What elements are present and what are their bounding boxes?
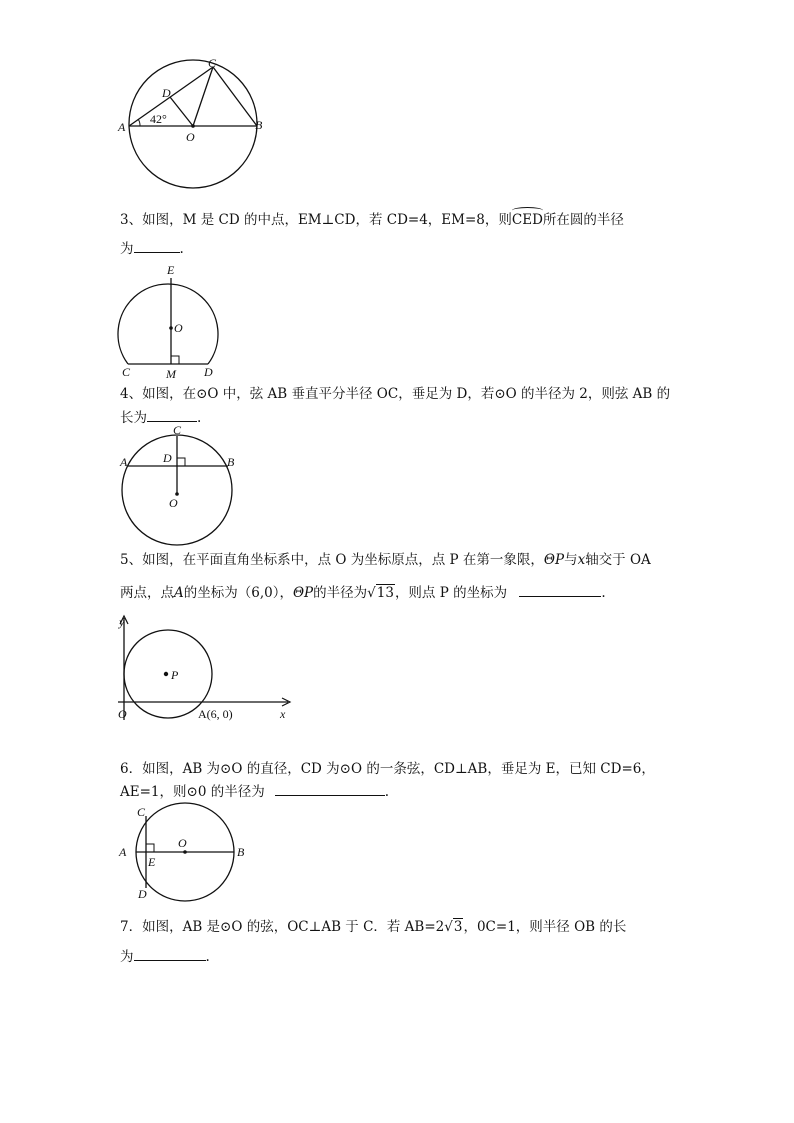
- q5-line2: [120, 582, 606, 603]
- point-p-dot: [164, 672, 168, 676]
- arc-ced: [118, 284, 218, 364]
- figure-arc-ced: [110, 258, 230, 380]
- q5-text-f: 的半径为: [313, 585, 368, 601]
- q5-text-d: 两点，点: [120, 585, 174, 601]
- segment-od: [170, 97, 193, 126]
- q7-pre: 为: [120, 949, 134, 965]
- q3-period: .: [179, 241, 184, 257]
- q5-sqrt: [367, 583, 395, 603]
- q3-wei: 为: [120, 241, 134, 257]
- q6-line2: [120, 781, 389, 802]
- label-o: O: [118, 707, 127, 721]
- q7-text-a: 7．如图，AB 是⊙O 的弦，OC⊥AB 于 C．若 AB=2: [120, 919, 445, 935]
- q5-sqrt-sign: √: [367, 585, 376, 601]
- figure-circle-42-degree: [110, 55, 270, 195]
- center-dot: [169, 326, 173, 330]
- q4-line1: 4、如图，在⊙O 中，弦 AB 垂直平分半径 OC，垂足为 D，若⊙O 的半径为 2，则弦 AB 的: [120, 386, 671, 402]
- label-c: C: [173, 423, 182, 437]
- label-o: O: [174, 321, 183, 335]
- q7-sqrt-sign: √: [444, 919, 453, 935]
- q5-x-var: x: [577, 552, 586, 568]
- label-a: A: [118, 120, 126, 134]
- q5-text-b: 与: [564, 552, 578, 568]
- q5-text-c: 轴交于 OA: [585, 552, 651, 568]
- label-e: E: [148, 855, 156, 869]
- q3-line1: [120, 210, 624, 230]
- q7-sqrt: [444, 917, 463, 937]
- q7-answer-blank[interactable]: [134, 946, 206, 961]
- label-a: A: [120, 455, 128, 469]
- right-angle-mark: [171, 356, 179, 364]
- segment-oc: [193, 67, 213, 126]
- q5-text-a: 5、如图，在平面直角坐标系中，点 O 为坐标原点，点 P 在第一象限，: [120, 552, 544, 568]
- q5-period: .: [601, 585, 606, 601]
- q3-text-pre: 3、如图，M 是 CD 的中点，EM⊥CD，若 CD=4，EM=8，则: [120, 212, 512, 228]
- q7-line1: [120, 917, 626, 937]
- label-a: A: [119, 845, 127, 859]
- label-d: D: [162, 86, 171, 100]
- label-d: D: [138, 887, 147, 901]
- q6-pre: AE=1，则⊙0 的半径为: [120, 784, 265, 800]
- q5-text-g: ，则点 P 的坐标为: [394, 585, 508, 601]
- q7-line2: [120, 946, 210, 967]
- q5-line1: [120, 550, 651, 570]
- label-c: C: [122, 365, 131, 379]
- q4-period: .: [197, 410, 202, 426]
- label-y: y: [119, 615, 125, 629]
- q4-answer-blank[interactable]: [147, 407, 197, 422]
- q4-pre: 长为: [120, 410, 147, 426]
- label-c: C: [137, 805, 146, 819]
- figure-diameter-chord: [110, 800, 260, 904]
- right-angle-mark: [146, 844, 154, 852]
- label-o: O: [169, 496, 178, 510]
- label-d: D: [204, 365, 213, 379]
- center-dot: [183, 850, 187, 854]
- q5-sqrt-radicand: 13: [376, 585, 394, 601]
- q3-answer-blank[interactable]: [134, 238, 180, 253]
- q6-line1: 6．如图，AB 为⊙O 的直径，CD 为⊙O 的一条弦，CD⊥AB，垂足为 E，已知 CD=6，: [120, 761, 655, 777]
- figure-coordinate-plane: [110, 612, 300, 726]
- center-dot: [191, 124, 195, 128]
- label-b: B: [227, 455, 235, 469]
- angle-arc: [138, 119, 140, 126]
- right-angle-mark: [177, 458, 185, 466]
- label-b: B: [255, 118, 263, 132]
- q7-sqrt-radicand: 3: [453, 919, 463, 935]
- q5-theta-p2: ΘP: [292, 585, 314, 601]
- q7-text-b: ，0C=1，则半径 OB 的长: [463, 919, 627, 935]
- figure-chord-ab: [110, 422, 240, 546]
- q7-period: .: [205, 949, 210, 965]
- label-c: C: [208, 56, 217, 70]
- label-x: x: [280, 707, 286, 721]
- label-m: M: [166, 367, 176, 381]
- label-o: O: [186, 130, 195, 144]
- angle-label: 42°: [150, 112, 167, 126]
- q6-answer-blank[interactable]: [275, 781, 385, 796]
- chord-ac: [129, 67, 213, 126]
- arc-ced-label: CED: [511, 212, 543, 228]
- q5-theta-p: ΘP: [543, 552, 565, 568]
- q3-line2: [120, 238, 184, 259]
- label-d: D: [163, 451, 172, 465]
- label-a-point: A(6, 0): [198, 707, 233, 721]
- q5-answer-blank[interactable]: [519, 582, 601, 597]
- q3-text-post: 所在圆的半径: [542, 212, 624, 228]
- q5-text-e: 的坐标为（6,0），: [183, 585, 293, 601]
- label-e: E: [167, 263, 175, 277]
- label-o: O: [178, 836, 187, 850]
- label-b: B: [237, 845, 245, 859]
- q5-a-var: A: [174, 585, 184, 601]
- q6-period: .: [384, 784, 389, 800]
- label-p: P: [171, 668, 179, 682]
